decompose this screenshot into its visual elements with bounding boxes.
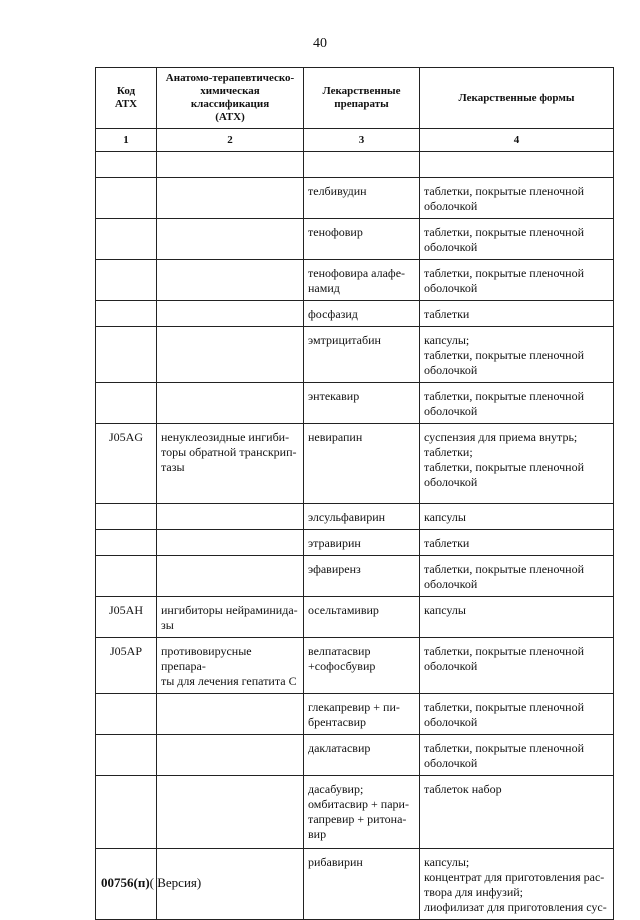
cell-line: противовирусные препара- bbox=[161, 644, 252, 673]
table-row bbox=[96, 301, 614, 327]
cell-line: таблетки, покрытые пленочной bbox=[424, 389, 585, 403]
atc-class-cell bbox=[157, 383, 304, 424]
table-header-row bbox=[96, 68, 614, 129]
atc-code-cell bbox=[96, 504, 157, 530]
dosage-forms-cell bbox=[420, 530, 614, 556]
cell-line: оболочкой bbox=[424, 577, 478, 591]
table-row bbox=[96, 735, 614, 776]
cell-line: твора для инфузий; bbox=[424, 885, 524, 899]
cell-line: суспензия для приема внутрь; bbox=[424, 430, 578, 444]
dosage-forms-cell bbox=[420, 219, 614, 260]
cell-line: эмтрицитабин bbox=[308, 333, 381, 347]
drug-name-cell bbox=[304, 383, 420, 424]
dosage-forms-cell bbox=[420, 776, 614, 849]
drug-name-cell bbox=[304, 694, 420, 735]
drug-name-cell bbox=[304, 260, 420, 301]
cell-line: оболочкой bbox=[424, 404, 478, 418]
table-row bbox=[96, 383, 614, 424]
header-drugs: Лекарственные препараты bbox=[304, 68, 420, 129]
atc-class-cell bbox=[157, 424, 304, 504]
atc-code-cell bbox=[96, 327, 157, 383]
cell-line: таблетки, покрытые пленочной bbox=[424, 225, 585, 239]
drug-table bbox=[95, 67, 614, 920]
cell-line: энтекавир bbox=[308, 389, 360, 403]
atc-code-cell bbox=[96, 260, 157, 301]
table-row bbox=[96, 776, 614, 849]
dosage-forms-cell bbox=[420, 383, 614, 424]
drug-name-cell bbox=[304, 327, 420, 383]
cell-line: намид bbox=[308, 281, 340, 295]
header-atc-classification: Анатомо-терапевтическо- химическая классификация (АТХ) bbox=[157, 68, 304, 129]
drug-name-cell bbox=[304, 424, 420, 504]
cell-line: таблетки bbox=[424, 307, 470, 321]
cell-line: лиофилизат для приготовления сус- bbox=[424, 900, 607, 914]
atc-class-cell bbox=[157, 327, 304, 383]
cell-line: торы обратной транскрип- bbox=[161, 445, 297, 459]
cell-line: оболочкой bbox=[424, 715, 478, 729]
header-atc-code: Код АТХ bbox=[96, 68, 157, 129]
cell-line: омбитасвир + пари- bbox=[308, 797, 409, 811]
dosage-forms-cell bbox=[420, 735, 614, 776]
dosage-forms-cell bbox=[420, 327, 614, 383]
drug-name-cell bbox=[304, 638, 420, 694]
drug-name-cell bbox=[304, 556, 420, 597]
cell-line: оболочкой bbox=[424, 475, 478, 489]
atc-code-cell: J05AH bbox=[96, 597, 157, 638]
atc-code-cell bbox=[96, 776, 157, 849]
cell-line: осельтамивир bbox=[308, 603, 379, 617]
dosage-forms-cell bbox=[420, 694, 614, 735]
dosage-forms-cell bbox=[420, 556, 614, 597]
drug-name-cell bbox=[304, 219, 420, 260]
cell-line: оболочкой bbox=[424, 363, 478, 377]
cell-line: таблетки, покрытые пленочной bbox=[424, 562, 585, 576]
cell-line: тенофовира алафе- bbox=[308, 266, 406, 280]
cell-line: таблетки; bbox=[424, 445, 473, 459]
atc-class-cell bbox=[157, 776, 304, 849]
cell-line: капсулы; bbox=[424, 333, 470, 347]
cell-line: таблеток набор bbox=[424, 782, 502, 796]
cell-line: таблетки, покрытые пленочной bbox=[424, 348, 585, 362]
page-number: 40 bbox=[313, 36, 327, 51]
cell-line: брентасвир bbox=[308, 715, 366, 729]
atc-code-cell bbox=[96, 178, 157, 219]
table-row bbox=[96, 504, 614, 530]
cell-line: концентрат для приготовления рас- bbox=[424, 870, 605, 884]
cell-line: эфавиренз bbox=[308, 562, 361, 576]
atc-code-cell bbox=[96, 383, 157, 424]
table-row bbox=[96, 638, 614, 694]
drug-name-cell bbox=[304, 597, 420, 638]
column-number: 1 bbox=[96, 129, 157, 152]
atc-code-cell: J05AG bbox=[96, 424, 157, 504]
table-body bbox=[96, 152, 614, 920]
table-row bbox=[96, 327, 614, 383]
cell-line: таблетки, покрытые пленочной bbox=[424, 266, 585, 280]
cell-line: капсулы; bbox=[424, 855, 470, 869]
dosage-forms-cell bbox=[420, 178, 614, 219]
atc-code-cell bbox=[96, 219, 157, 260]
cell-line: оболочкой bbox=[424, 281, 478, 295]
cell-line: велпатасвир bbox=[308, 644, 371, 658]
drug-name-cell bbox=[304, 152, 420, 178]
cell-line: рибавирин bbox=[308, 855, 363, 869]
atc-code-cell bbox=[96, 694, 157, 735]
dosage-forms-cell bbox=[420, 260, 614, 301]
column-number-row bbox=[96, 129, 614, 152]
footer-version-label: ( Версия) bbox=[149, 875, 202, 890]
cell-line: капсулы bbox=[424, 603, 466, 617]
cell-line: оболочкой bbox=[424, 240, 478, 254]
atc-code-cell bbox=[96, 301, 157, 327]
cell-line: дасабувир; bbox=[308, 782, 364, 796]
table-row bbox=[96, 597, 614, 638]
header-dosage-forms: Лекарственные формы bbox=[420, 68, 614, 129]
cell-line: таблетки, покрытые пленочной bbox=[424, 460, 585, 474]
cell-line: +софосбувир bbox=[308, 659, 376, 673]
cell-line: таблетки, покрытые пленочной bbox=[424, 184, 585, 198]
cell-line: таблетки, покрытые пленочной bbox=[424, 741, 585, 755]
cell-line: тенофовир bbox=[308, 225, 363, 239]
dosage-forms-cell bbox=[420, 597, 614, 638]
cell-line: таблетки, покрытые пленочной bbox=[424, 644, 585, 658]
dosage-forms-cell bbox=[420, 301, 614, 327]
table-row bbox=[96, 260, 614, 301]
drug-name-cell bbox=[304, 849, 420, 920]
cell-line: оболочкой bbox=[424, 756, 478, 770]
cell-line: тапревир + ритона- bbox=[308, 812, 407, 826]
atc-class-cell bbox=[157, 219, 304, 260]
table-row bbox=[96, 424, 614, 504]
dosage-forms-cell bbox=[420, 638, 614, 694]
cell-line: таблетки bbox=[424, 536, 470, 550]
table-row bbox=[96, 556, 614, 597]
atc-class-cell bbox=[157, 735, 304, 776]
cell-line: элсульфавирин bbox=[308, 510, 386, 524]
cell-line: ты для лечения гепатита С bbox=[161, 674, 297, 688]
atc-code-cell: J05AP bbox=[96, 638, 157, 694]
cell-line: телбивудин bbox=[308, 184, 367, 198]
table-row bbox=[96, 152, 614, 178]
cell-line: ненуклеозидные ингиби- bbox=[161, 430, 290, 444]
drug-name-cell bbox=[304, 530, 420, 556]
cell-line: тазы bbox=[161, 460, 185, 474]
column-number: 2 bbox=[157, 129, 304, 152]
table-row bbox=[96, 530, 614, 556]
atc-code-cell bbox=[96, 530, 157, 556]
atc-class-cell bbox=[157, 597, 304, 638]
atc-class-cell bbox=[157, 638, 304, 694]
atc-class-cell bbox=[157, 178, 304, 219]
atc-class-cell bbox=[157, 260, 304, 301]
dosage-forms-cell bbox=[420, 849, 614, 920]
drug-name-cell bbox=[304, 178, 420, 219]
table-row bbox=[96, 694, 614, 735]
cell-line: зы bbox=[161, 618, 174, 632]
cell-line: таблетки, покрытые пленочной bbox=[424, 700, 585, 714]
drug-name-cell bbox=[304, 301, 420, 327]
atc-class-cell bbox=[157, 556, 304, 597]
cell-line: оболочкой bbox=[424, 659, 478, 673]
table-row bbox=[96, 219, 614, 260]
atc-class-cell bbox=[157, 694, 304, 735]
dosage-forms-cell bbox=[420, 424, 614, 504]
atc-class-cell bbox=[157, 504, 304, 530]
atc-class-cell bbox=[157, 301, 304, 327]
cell-line: ингибиторы нейраминида- bbox=[161, 603, 298, 617]
column-number: 3 bbox=[304, 129, 420, 152]
drug-name-cell bbox=[304, 735, 420, 776]
atc-class-cell bbox=[157, 152, 304, 178]
cell-line: вир bbox=[308, 827, 327, 841]
cell-line: глекапревир + пи- bbox=[308, 700, 400, 714]
dosage-forms-cell bbox=[420, 504, 614, 530]
dosage-forms-cell bbox=[420, 152, 614, 178]
atc-code-cell bbox=[96, 152, 157, 178]
cell-line: фосфазид bbox=[308, 307, 358, 321]
cell-line: даклатасвир bbox=[308, 741, 371, 755]
cell-line: капсулы bbox=[424, 510, 466, 524]
atc-code-cell bbox=[96, 556, 157, 597]
drug-name-cell bbox=[304, 504, 420, 530]
column-number: 4 bbox=[420, 129, 614, 152]
atc-code-cell bbox=[96, 735, 157, 776]
cell-line: этравирин bbox=[308, 536, 361, 550]
footer-doc-code: 00756(п) bbox=[101, 875, 150, 890]
drug-name-cell bbox=[304, 776, 420, 849]
cell-line: невирапин bbox=[308, 430, 363, 444]
atc-class-cell bbox=[157, 530, 304, 556]
cell-line: оболочкой bbox=[424, 199, 478, 213]
table-row bbox=[96, 178, 614, 219]
footer-version bbox=[101, 875, 201, 891]
